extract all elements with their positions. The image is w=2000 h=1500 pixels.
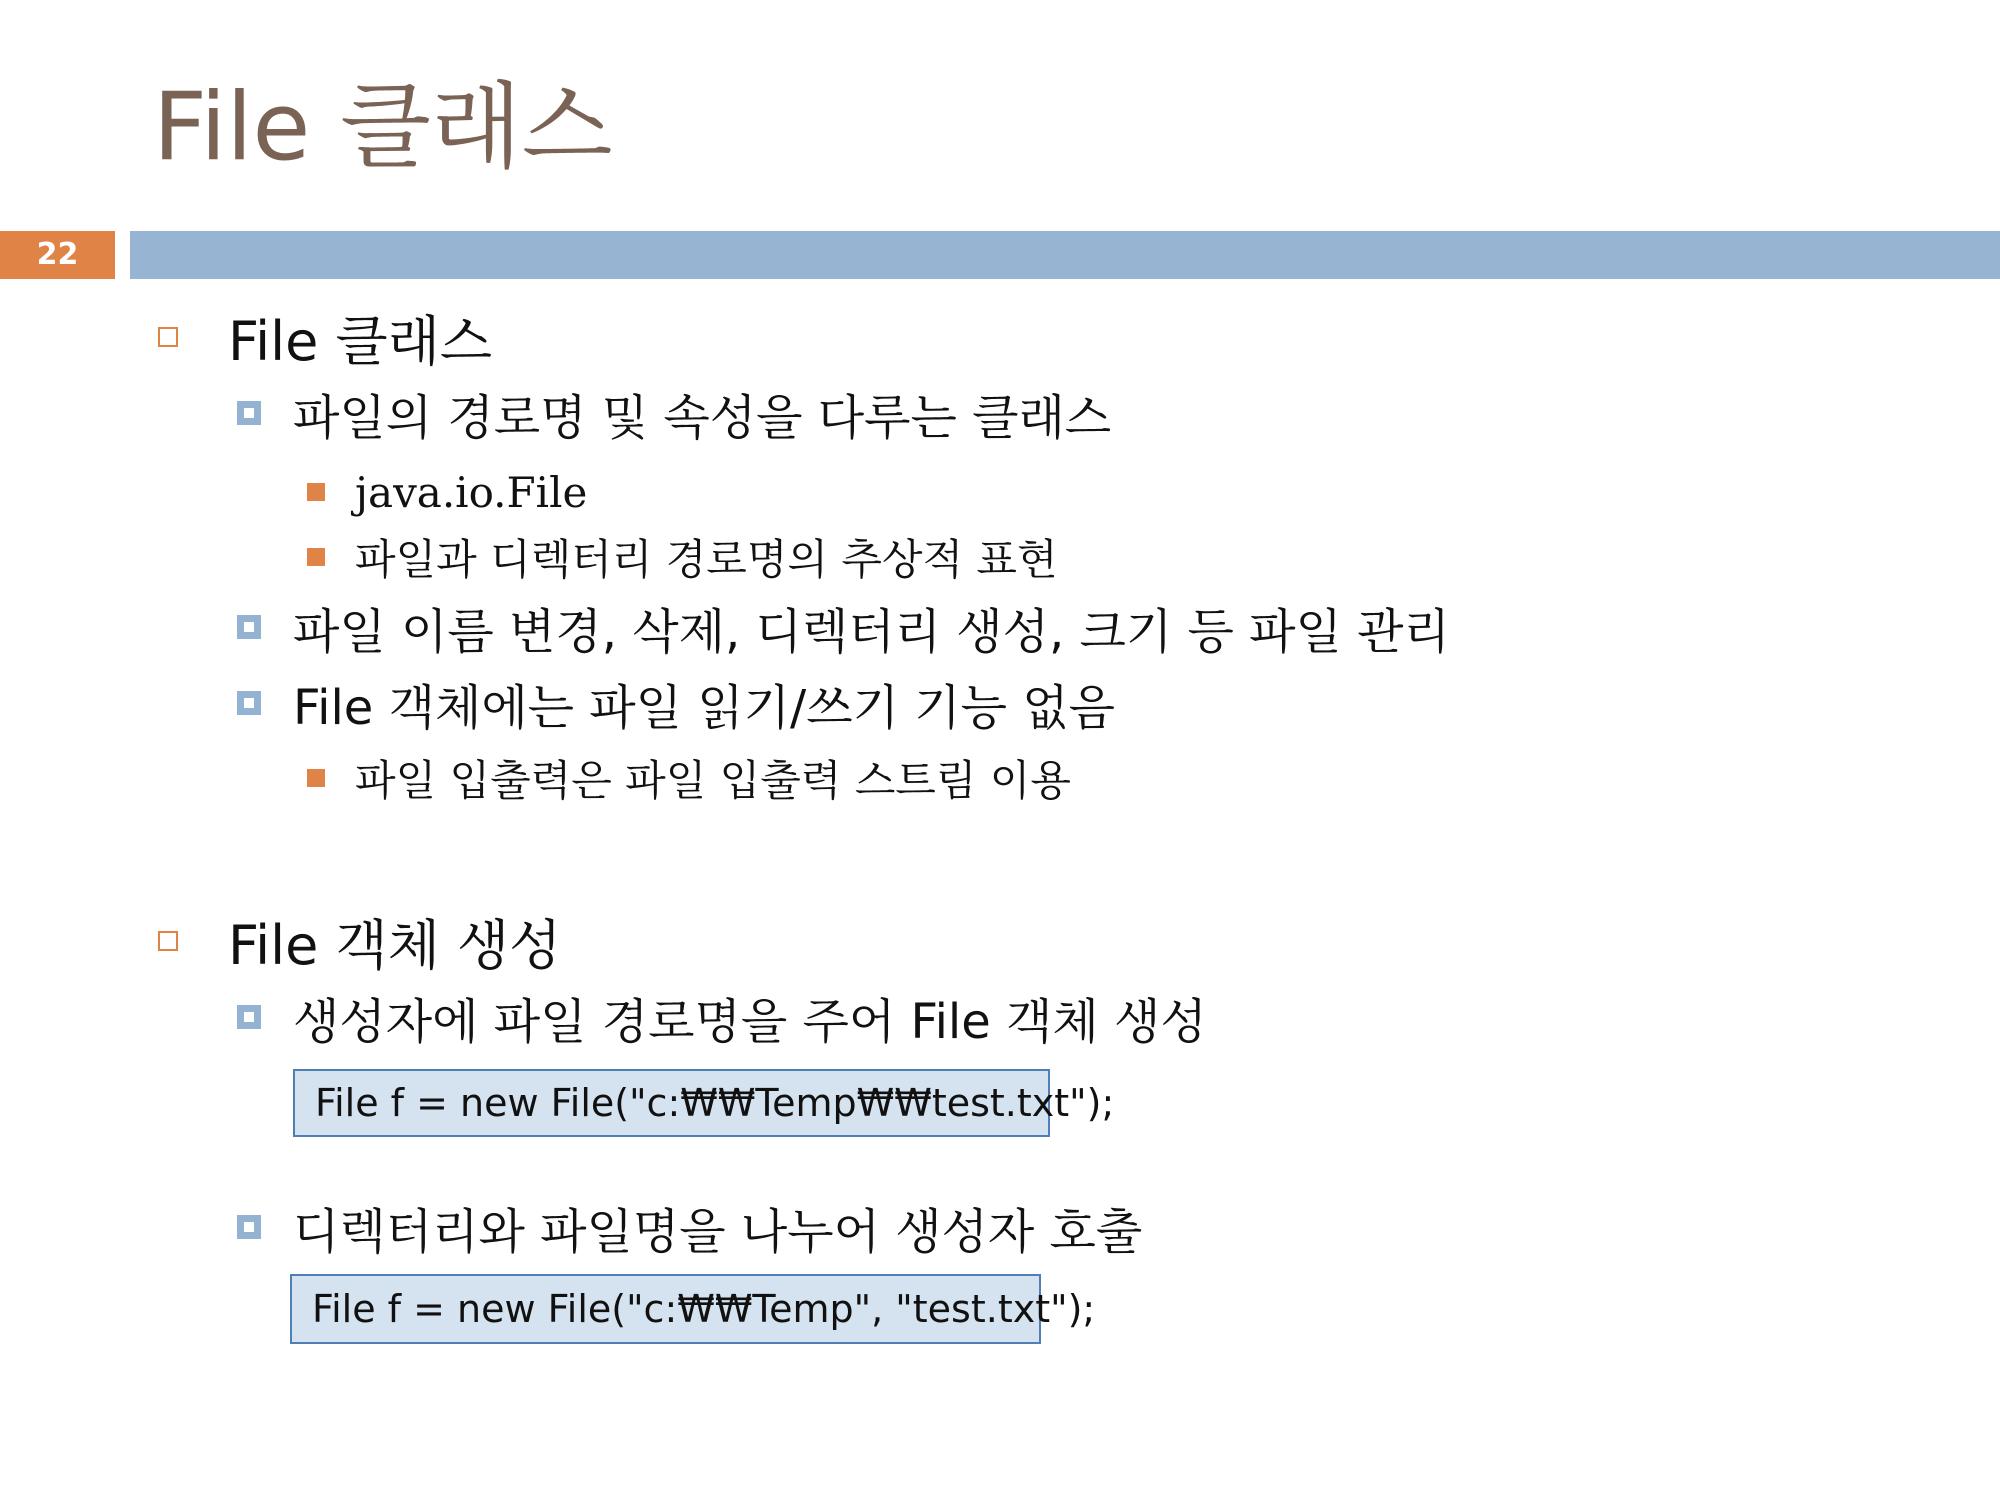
list-item-text: 파일과 디렉터리 경로명의 추상적 표현 (355, 535, 1058, 584)
square-outline-bullet-icon (158, 327, 178, 347)
code-text: File f = new File("c:₩₩Temp₩₩test.txt"); (315, 1081, 1115, 1125)
square-orange-bullet-icon (307, 548, 325, 566)
list-item-text: 디렉터리와 파일명을 나누어 생성자 호출 (293, 1203, 1143, 1260)
square-blue-bullet-icon (237, 691, 261, 715)
header-bar (130, 231, 2000, 279)
square-blue-bullet-icon (237, 615, 261, 639)
square-blue-bullet-icon (237, 1215, 261, 1239)
list-item-text: 생성자에 파일 경로명을 주어 File 객체 생성 (293, 993, 1207, 1050)
list-item (237, 982, 1207, 1052)
square-orange-bullet-icon (307, 483, 325, 501)
list-item-text: 파일 입출력은 파일 입출력 스트림 이용 (355, 756, 1071, 805)
square-outline-bullet-icon (158, 931, 178, 951)
section-heading (158, 297, 492, 377)
code-box (290, 1274, 1096, 1344)
list-item (237, 1192, 1142, 1262)
section-heading-text: File 클래스 (228, 309, 493, 373)
list-item (307, 527, 1058, 587)
list-item (237, 592, 1450, 662)
list-item (237, 378, 1111, 448)
square-blue-bullet-icon (237, 1005, 261, 1029)
code-box (293, 1069, 1115, 1137)
list-item (307, 748, 1071, 808)
slide-title: File 클래스 (153, 73, 613, 182)
code-text: File f = new File("c:₩₩Temp", "test.txt"); (312, 1287, 1096, 1331)
list-item-text: 파일 이름 변경, 삭제, 디렉터리 생성, 크기 등 파일 관리 (293, 603, 1450, 660)
square-orange-bullet-icon (307, 769, 325, 787)
list-item-text: java.io.File (355, 467, 588, 517)
list-item (237, 668, 1115, 738)
square-blue-bullet-icon (237, 401, 261, 425)
list-item-text: File 객체에는 파일 읽기/쓰기 기능 없음 (293, 679, 1115, 736)
page-number: 22 (0, 231, 115, 279)
list-item (307, 462, 587, 522)
section-heading-text: File 객체 생성 (228, 913, 562, 977)
list-item-text: 파일의 경로명 및 속성을 다루는 클래스 (293, 389, 1112, 446)
section-heading (158, 901, 561, 981)
